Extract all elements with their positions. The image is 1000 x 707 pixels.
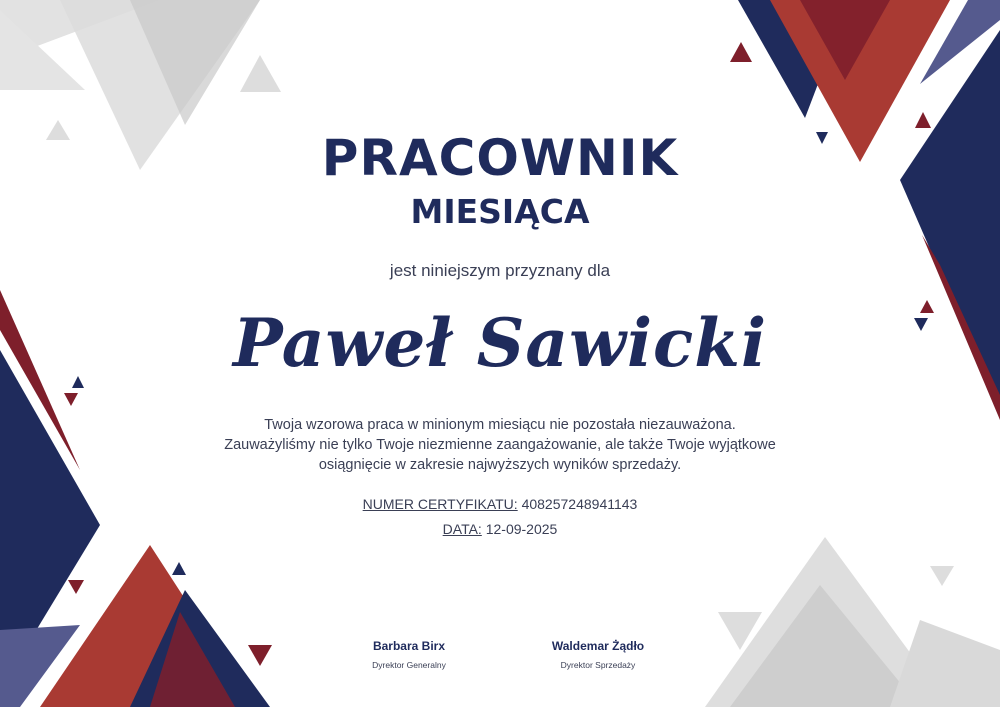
description-line: Twoja wzorowa praca w minionym miesiącu nie pozostała niezauważona. [264, 417, 736, 433]
certificate-number [0, 495, 1000, 513]
award-intro-text: jest niniejszym przyznany dla [389, 261, 611, 280]
signer-role: Dyrektor Sprzedaży [560, 660, 636, 670]
certificate-title: PRACOWNIK [321, 129, 679, 187]
certificate-number-label: NUMER CERTYFIKATU: [362, 496, 518, 512]
date-value: 12-09-2025 [485, 521, 558, 537]
certificate-subtitle: MIESIĄCA [410, 192, 590, 231]
award-description [0, 415, 1000, 475]
signature-block [309, 638, 509, 672]
recipient-name: Paweł Sawicki [232, 304, 768, 382]
certificate-date [0, 520, 1000, 538]
signer-role: Dyrektor Generalny [372, 660, 446, 670]
signer-name: Waldemar Żądło [551, 639, 645, 653]
date-label: DATA: [442, 521, 482, 537]
signer-name: Barbara Birx [372, 639, 446, 653]
signature-block [498, 638, 698, 672]
description-line: Zauważyliśmy nie tylko Twoje niezmienne zaangażowanie, ale także Twoje wyjątkowe [224, 437, 776, 453]
certificate-number-value: 408257248941143 [521, 496, 638, 512]
description-line: osiągnięcie w zakresie najwyższych wyników sprzedaży. [318, 457, 682, 473]
